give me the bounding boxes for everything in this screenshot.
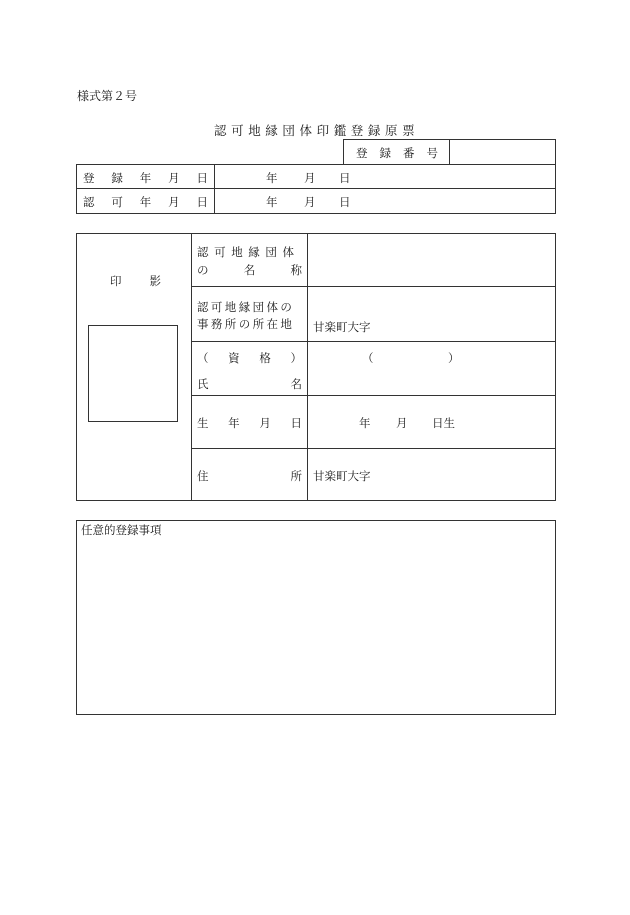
approval-date-label-char-1: 認 <box>83 195 95 209</box>
name-label-char-1: 氏 <box>197 377 209 391</box>
birth-date-label <box>197 415 302 431</box>
approval-date-label-char-5: 日 <box>196 195 208 209</box>
birth-date-day: 日生 <box>432 416 455 430</box>
registration-number-field[interactable] <box>452 141 552 163</box>
row-divider-4 <box>191 448 556 449</box>
approval-date-day: 日 <box>339 195 351 209</box>
optional-items-label: 任意的登録事項 <box>81 523 162 537</box>
form-number: 様式第２号 <box>77 89 138 103</box>
registration-date-day: 日 <box>339 171 351 185</box>
group-name-label-line2-char-3: 称 <box>290 263 302 277</box>
group-name-label-line2-char-2: 名 <box>243 263 256 277</box>
seal-impression-box <box>88 325 178 422</box>
row-divider-2 <box>191 341 556 342</box>
address-field[interactable]: 甘楽町大字 <box>313 469 371 483</box>
group-name-label-line1: 認可地縁団体 <box>197 245 300 259</box>
label-column-divider <box>307 233 308 501</box>
office-address-label-line2: 事務所の所在地 <box>197 317 295 331</box>
registration-date-label-char-3: 年 <box>139 171 152 185</box>
qualification-open-paren: （ <box>197 351 209 365</box>
name-label <box>197 376 302 392</box>
registration-date-month: 月 <box>304 171 316 185</box>
group-name-label-line2 <box>197 262 302 278</box>
seal-impression-label: 印影 <box>110 274 189 288</box>
birth-date-month: 月 <box>396 416 408 430</box>
birth-date-char-1: 生 <box>197 416 209 430</box>
optional-items-field[interactable] <box>81 540 551 710</box>
name-field[interactable] <box>313 372 549 392</box>
address-char-2: 所 <box>290 469 302 483</box>
qualification-value-open-paren: （ <box>362 351 374 365</box>
row-divider-1 <box>191 286 556 287</box>
qualification-close-paren: ） <box>290 351 302 365</box>
office-address-label-line1: 認可地縁団体の <box>197 300 295 314</box>
qualification-char-1: 資 <box>228 351 240 365</box>
birth-date-char-2: 年 <box>228 416 240 430</box>
group-name-label-line2-char-1: の <box>197 263 209 277</box>
qualification-value-close-paren: ） <box>448 351 460 365</box>
registration-number-label: 登録番号 <box>356 146 450 160</box>
qualification-char-2: 格 <box>259 351 271 365</box>
row-divider-3 <box>191 395 556 396</box>
office-address-field[interactable]: 甘楽町大字 <box>313 320 371 334</box>
birth-date-char-4: 日 <box>290 416 302 430</box>
name-label-char-2: 名 <box>290 377 302 391</box>
approval-date-label-char-3: 年 <box>139 195 152 209</box>
seal-column-divider <box>191 233 192 501</box>
approval-date-label <box>83 194 208 210</box>
address-char-1: 住 <box>197 469 209 483</box>
birth-date-year: 年 <box>359 416 371 430</box>
page-title: 認可地縁団体印鑑登録原票 <box>214 123 420 138</box>
group-name-field[interactable] <box>313 255 549 275</box>
registration-date-label-char-1: 登 <box>83 171 95 185</box>
registration-date-label-char-4: 月 <box>168 171 180 185</box>
approval-date-label-char-2: 可 <box>111 195 123 209</box>
registration-date-label-char-5: 日 <box>196 171 208 185</box>
qualification-label <box>197 350 302 366</box>
date-rows-divider <box>76 188 556 189</box>
registration-date-year: 年 <box>266 171 278 185</box>
approval-date-label-char-4: 月 <box>168 195 180 209</box>
registration-date-label <box>83 170 208 186</box>
approval-date-year: 年 <box>266 195 278 209</box>
registration-date-label-char-2: 録 <box>111 171 123 185</box>
birth-date-char-3: 月 <box>259 416 271 430</box>
address-label <box>197 468 302 484</box>
date-label-divider <box>214 164 215 214</box>
approval-date-month: 月 <box>304 195 316 209</box>
